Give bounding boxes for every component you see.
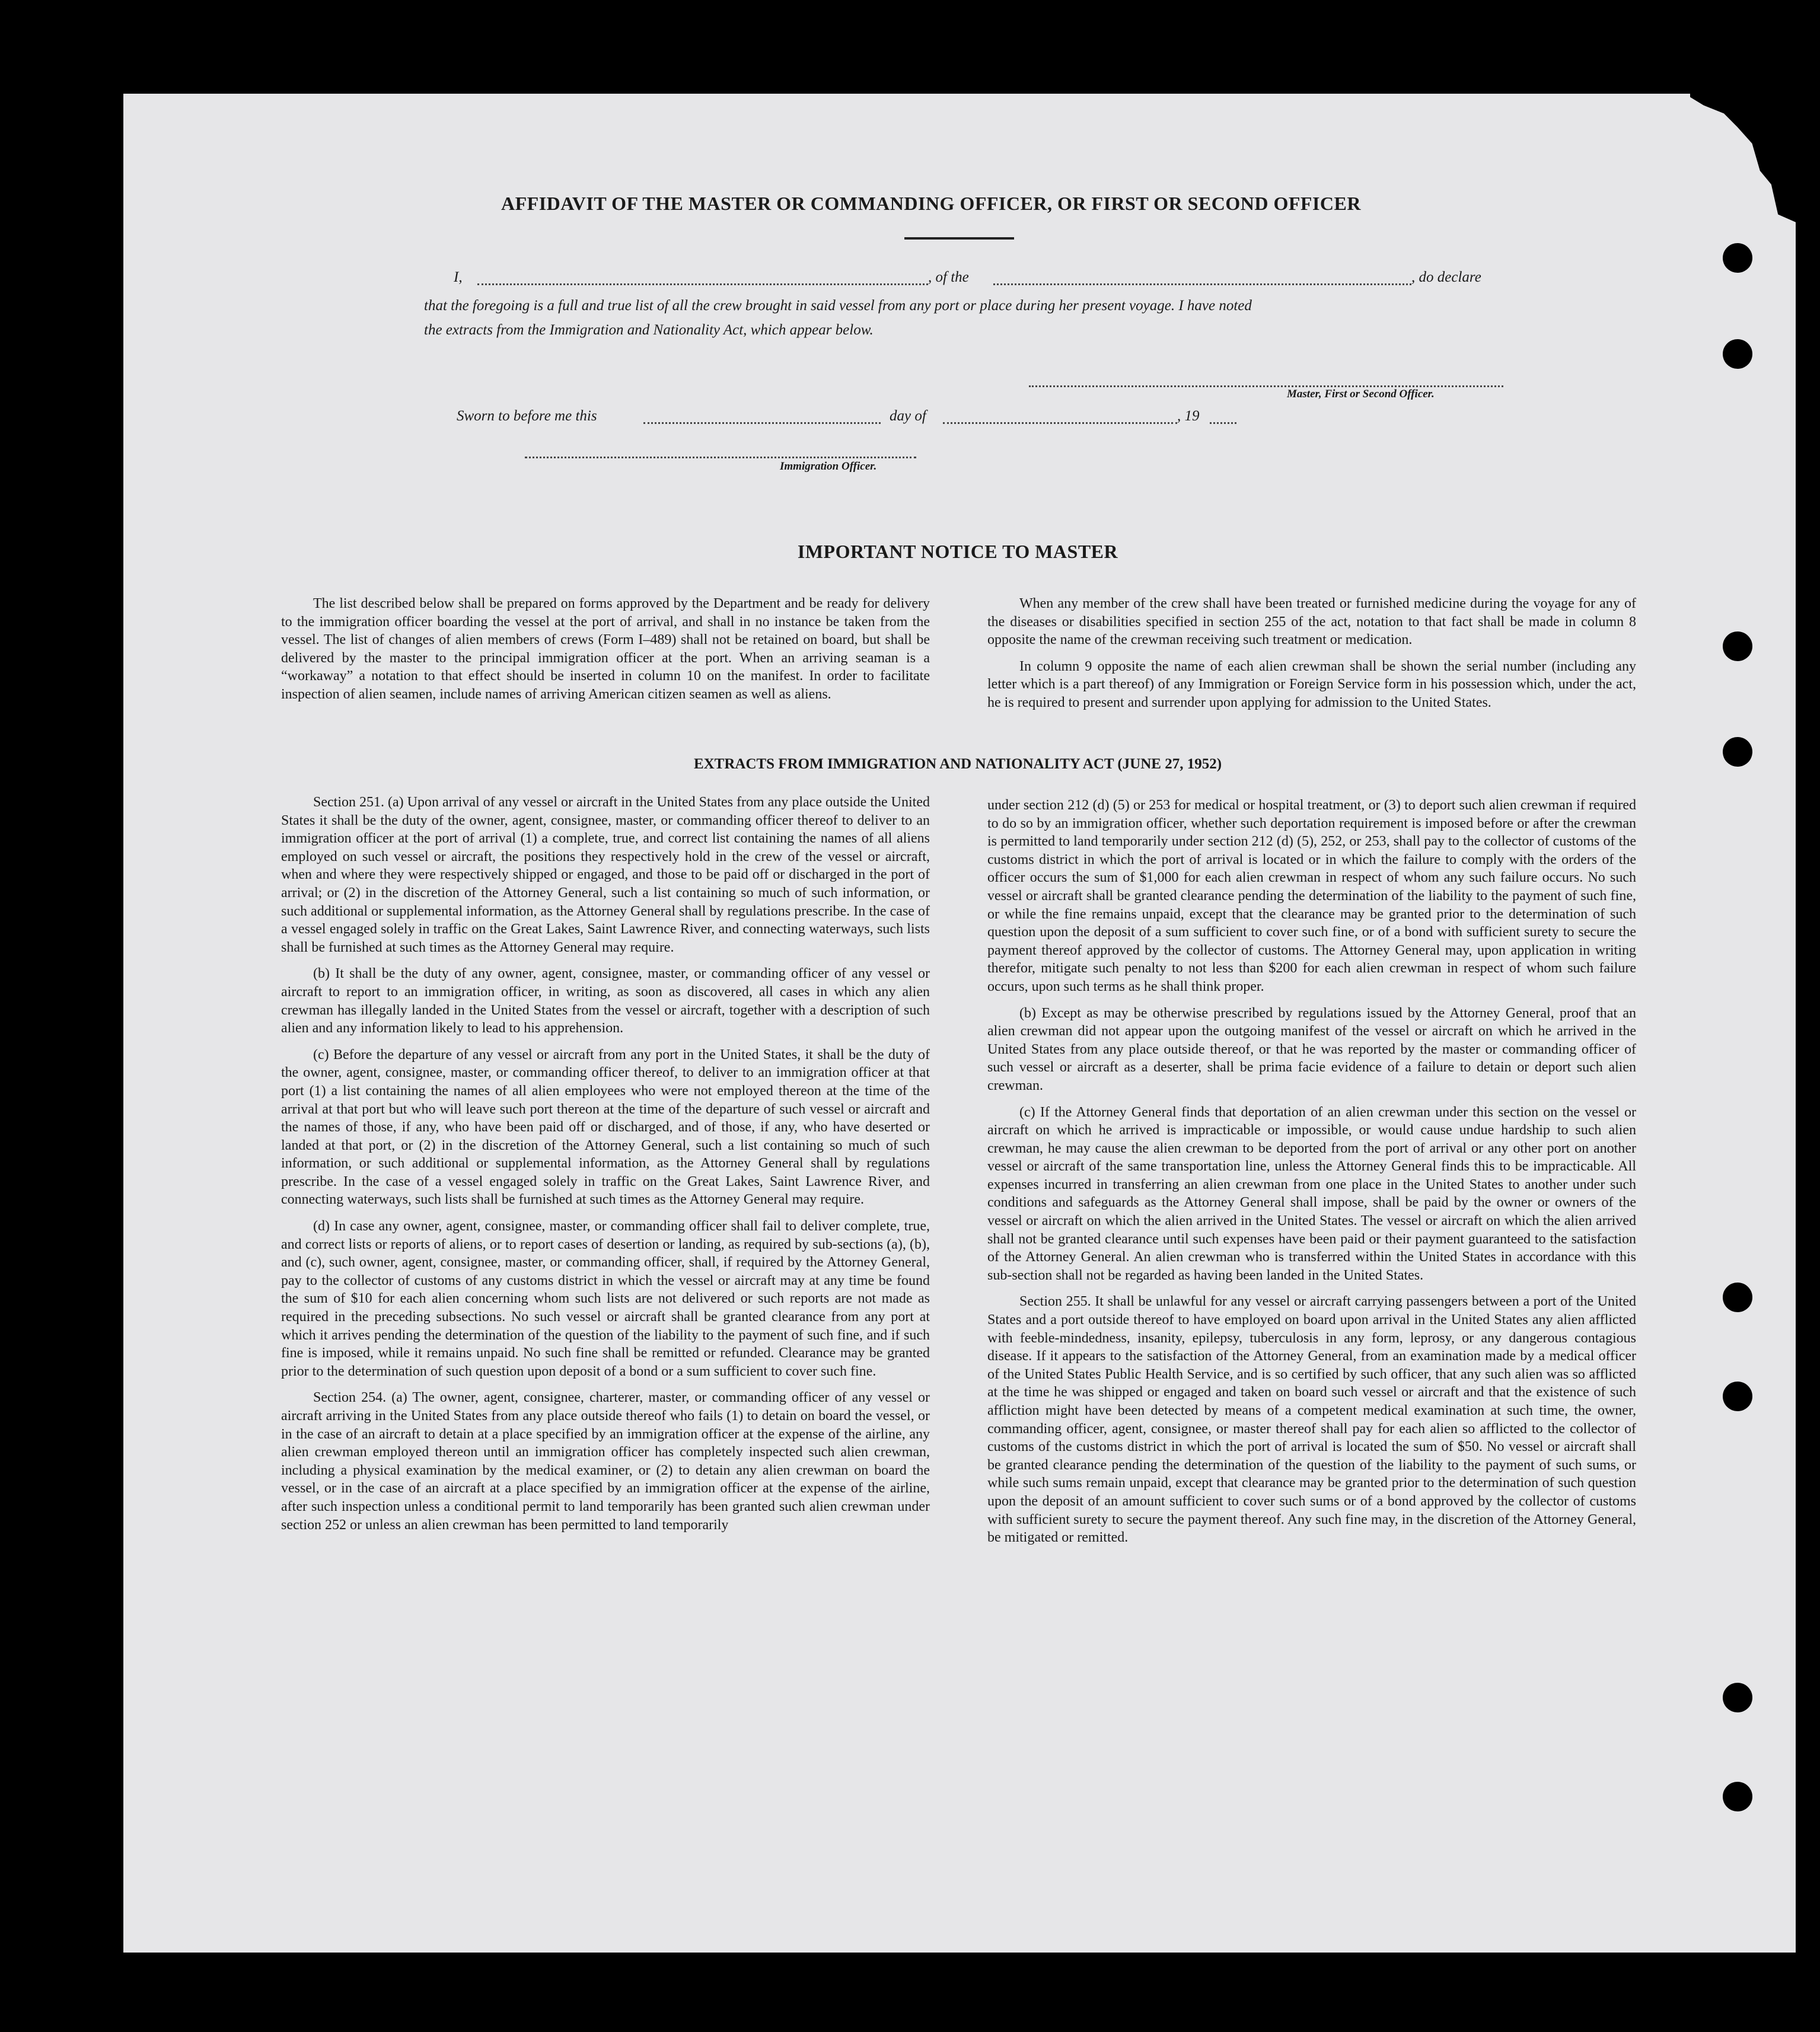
master-signature-field[interactable]: [1029, 385, 1503, 387]
sworn-month-field[interactable]: [943, 422, 1177, 424]
binder-hole-icon: [1723, 1683, 1752, 1712]
section-251c: (c) Before the departure of any vessel or aircraft from any port in the United States, it shall be the duty of the owner, agent, consignee, master, or commanding officer thereof, to deliver to an immigration officer at that port (1) a list containing the names of all alien employees who were not employed thereon at the time of the arrival at that port but who will leave such port thereon at the time of the departure of such vessel or aircraft and the names of those, if any, who have been paid off or discharged, and of those, if any, who have deserted or landed at that port, or (2) in the discretion of the Attorney General, such a list containing so much of such information, or such additional or supplemental information, as the Attorney General shall by regulations prescribe. In the case of a vessel engaged solely in traffic on the Great Lakes, Saint Lawrence River, and connecting waterways, such lists shall be furnished at such times as the Attorney General may require.: [281, 1047, 930, 1208]
binder-hole-icon: [1723, 1782, 1752, 1811]
sworn-label: Sworn to before me this: [457, 408, 597, 424]
master-caption: Master, First or Second Officer.: [1287, 388, 1435, 400]
do-declare-label: , do declare: [1411, 269, 1481, 285]
officer-caption: Immigration Officer.: [780, 460, 877, 473]
section-254b: (b) Except as may be otherwise prescribed by regulations issued by the Attorney General, proof that an alien crewman did not appear upon the outgoing manifest of the vessel or aircraft on which he arrived in the United States from any place outside thereof, or that he was reported by the master or commanding officer of such vessel or aircraft as a deserter, shall be prima facie evidence of a failure to detain or deport such alien crewman.: [987, 1005, 1636, 1093]
extracts-right-column: [987, 796, 1636, 1547]
section-251a: Section 251. (a) Upon arrival of any vessel or aircraft in the United States from any place outside the United States it shall be the duty of the owner, agent, consignee, master, or commanding officer thereof to deliver to an immigration officer at the port of arrival (1) a complete, true, and correct list containing the names of all aliens employed on such vessel or aircraft, the positions they respectively hold in the crew of the vessel or aircraft, when and where they were respectively shipped or engaged, and those to be paid off or discharged in the port of arrival; or (2) in the discretion of the Attorney General, such a list containing so much of such information, or such additional or supplemental information, as the Attorney General shall by regulations prescribe. In the case of a vessel engaged solely in traffic on the Great Lakes, Saint Lawrence River, and connecting waterways, such lists shall be furnished at such times as the Attorney General may require.: [281, 795, 930, 955]
sworn-day-field[interactable]: [643, 422, 881, 424]
notice-title: IMPORTANT NOTICE TO MASTER: [797, 541, 1118, 562]
vessel-name-field[interactable]: [993, 283, 1411, 285]
section-251d: (d) In case any owner, agent, consignee, master, or commanding officer shall fail to deliver complete, true, and correct lists or reports of aliens, or to report cases of desertion or landing, as required by sub-sections (a), (b), and (c), such owner, agent, consignee, master, or commanding officer, shall, if required by the Attorney General, pay to the collector of customs of any customs district in which the vessel or aircraft may at any time be found the sum of $10 for each alien concerning whom such lists are not delivered or such reports are not made as required in the preceding subsections. No such vessel or aircraft shall be granted clearance from any port at which it arrives pending the determination of the question of the liability to the payment of such fine, and if such fine is imposed, while it remains unpaid. No such fine shall be remitted or refunded. Clearance may be granted prior to the determination of such question upon deposit of a bond or a sum sufficient to cover such fine.: [281, 1218, 930, 1379]
affidavit-statement-line2: the extracts from the Immigration and Nationality Act, which appear below.: [424, 322, 874, 338]
section-254c: (c) If the Attorney General finds that deportation of an alien crewman under this section on the vessel or aircraft on which he arrived is impracticable or impossible, or would cause undue hardship to such alien crewman, he may cause the alien crewman to be deported from the port of arrival or any other port on another vessel or aircraft of the same transportation line, unless the Attorney General finds this to be impracticable. All expenses incurred in transferring an alien crewman from one place in the United States to another under such conditions and safeguards as the Attorney General shall impose, shall be paid by the owner or owners of the vessel or aircraft on which the alien arrived in the United States. The vessel or aircraft on which the alien arrived shall not be granted clearance until such expenses have been paid or their payment guaranteed to the satisfaction of the Attorney General. An alien crewman who is transferred within the United States in accordance with this sub-section shall not be regarded as having been landed in the United States.: [987, 1104, 1636, 1283]
affidavit-title: AFFIDAVIT OF THE MASTER OR COMMANDING OFFICER, OR FIRST OR SECOND OFFICER: [501, 193, 1361, 214]
binder-hole-icon: [1723, 243, 1752, 273]
notice-right-paragraph-2: In column 9 opposite the name of each alien crewman shall be shown the serial number (including any letter which is a part thereof) of any Immigration or Foreign Service form in his possession which, under the act, he is required to present and surrender upon applying for admission to the United States.: [987, 658, 1636, 710]
section-255: Section 255. It shall be unlawful for any vessel or aircraft carrying passengers between a port of the United States and a port outside thereof to have employed on board upon arrival in the United States any alien afflicted with feeble-mindedness, insanity, epilepsy, tuberculosis in any form, leprosy, or any dangerous contagious disease. If it appears to the satisfaction of the Attorney General, from an examination made by a medical officer of the United States Public Health Service, and is so certified by such officer, that any such alien was so afflicted at the time he was shipped or engaged and taken on board such vessel or aircraft and that the existence of such affliction might have been detected by means of a competent medical examination at such time, the owner, commanding officer, agent, consignee, or master thereof shall pay for each alien so afflicted to the collector of customs of the customs district in which the port of arrival is located the sum of $50. No vessel or aircraft shall be granted clearance pending the determination of the question of the liability to the payment of such sums, or while such sums remain unpaid, except that clearance may be granted prior to the determination of such question upon the deposit of an amount sufficient to cover such sums or of a bond approved by the collector of customs with sufficient surety to secure the payment thereof. Any such fine may, in the discretion of the Attorney General, be mitigated or remitted.: [987, 1294, 1636, 1546]
notice-right-paragraph-1: When any member of the crew shall have been treated or furnished medicine during the voyage for any of the diseases or disabilities specified in section 255 of the act, notation to that fact shall be made in column 8 opposite the name of the crewman receiving such treatment or medication.: [987, 596, 1636, 648]
binder-hole-icon: [1723, 1283, 1752, 1312]
affiant-label: I,: [454, 269, 463, 285]
sworn-year-field[interactable]: [1210, 422, 1236, 424]
affidavit-statement-line1: that the foregoing is a full and true list of all the crew brought in said vessel from any port or place during her present voyage. I have noted: [424, 298, 1252, 314]
section-254a: Section 254. (a) The owner, agent, consignee, charterer, master, or commanding officer of any vessel or aircraft arriving in the United States from any place outside thereof who fails (1) to detain on board the vessel, or in the case of an aircraft to detain at a place specified by an immigration officer at the expense of the airline, any alien crewman employed thereon until an immigration officer has completely inspected such alien crewman, including a physical examination by the medical examiner, or (2) to detain any alien crewman on board the vessel, or in the case of an aircraft at a place specified by an immigration officer at the expense of the airline, after such inspection unless a conditional permit to land temporarily has been granted such alien crewman under section 252 or unless an alien crewman has been permitted to land temporarily: [281, 1390, 930, 1533]
notice-left-paragraph: The list described below shall be prepared on forms approved by the Department and be ready for delivery to the immigration officer boarding the vessel at the port of arrival, and shall in no instance be taken from the vessel. The list of changes of alien members of crews (Form I–489) shall not be retained on board, but shall be delivered by the master to the principal immigration officer at the port. When an arriving seaman is a “workaway” a notation to that effect should be inserted in column 10 on the manifest. In order to facilitate inspection of alien seamen, include names of arriving American citizen seamen as well as aliens.: [281, 596, 930, 702]
section-254a-continued: under section 212 (d) (5) or 253 for medical or hospital treatment, or (3) to deport such alien crewman if required to do so by an immigration officer, whether such deportation requirement is imposed before or after the crewman is permitted to land temporarily under section 212 (d) (5), 252, or 253, shall pay to the collector of customs of the customs district in which the port of arrival is located or in which the failure to comply with the orders of the officer occurs the sum of $1,000 for each alien crewman in respect of whom any such failure occurs. No such vessel or aircraft shall be granted clearance pending the determination of the liability to the payment of such fine, or while the fine remains unpaid, except that the clearance may be granted prior to the determination of such question upon the deposit of a sum sufficient to cover such fine, or of a bond with sufficient surety to secure the payment thereof approved by the collector of customs. The Attorney General may, upon application in writing therefor, mitigate such penalty to not less than $200 for each alien crewman in respect of whom such failure occurs, upon such terms as he shall think proper.: [987, 798, 1636, 994]
year-label: , 19: [1177, 408, 1200, 424]
section-251b: (b) It shall be the duty of any owner, agent, consignee, master, or commanding officer of any vessel or aircraft to report to an immigration officer, in writing, as soon as discovered, all cases in which any alien crewman has illegally landed in the United States from the vessel or aircraft, together with a description of such alien and any information likely to lead to his apprehension.: [281, 966, 930, 1036]
extracts-title: EXTRACTS FROM IMMIGRATION AND NATIONALITY ACT (JUNE 27, 1952): [693, 756, 1222, 772]
binder-hole-icon: [1723, 631, 1752, 661]
notice-left-column: [281, 595, 930, 704]
binder-hole-icon: [1723, 1382, 1752, 1411]
title-rule: [904, 237, 1014, 240]
binder-hole-icon: [1723, 339, 1752, 369]
day-of-label: day of: [890, 408, 926, 424]
officer-signature-field[interactable]: [525, 457, 916, 458]
extracts-left-column: [281, 793, 930, 1534]
of-the-label: , of the: [928, 269, 969, 285]
affiant-name-field[interactable]: [477, 283, 928, 285]
notice-right-column: [987, 595, 1636, 712]
